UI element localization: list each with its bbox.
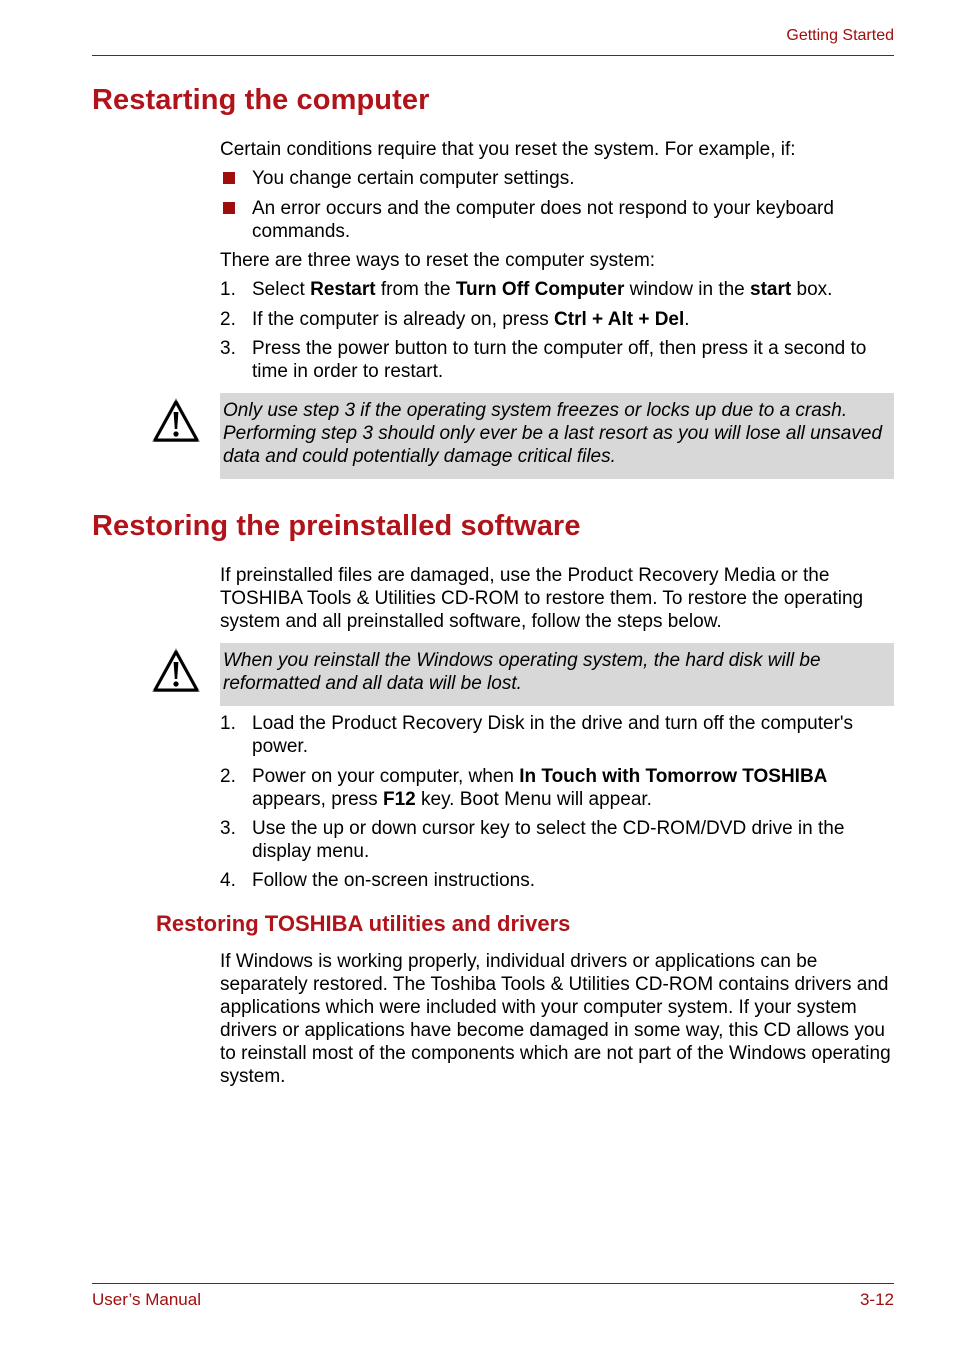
numbered-step <box>220 308 894 331</box>
footer-manual-label: User’s Manual <box>92 1290 201 1309</box>
lead-paragraph: There are three ways to reset the computer system: <box>220 250 656 271</box>
bullet-text: An error occurs and the computer does not respond to your keyboard commands. <box>252 198 834 242</box>
warning-note: When you reinstall the Windows operating system, the hard disk will be reformatted and all data will be lost. <box>220 643 894 706</box>
numbered-step <box>220 765 894 811</box>
body-paragraph: If Windows is working properly, individual drivers or applications can be separately restored. The Toshiba Tools & Utilities CD-ROM contains drivers and applications which were included with your computer system. If your system drivers or applications have become damaged in some way, this CD allows you to reinstall most of the components which are not part of the Windows operating system. <box>220 951 891 1087</box>
step-text: Power on your computer, when In Touch with Tomorrow TOSHIBA appears, press F12 key. Boot Menu will appear. <box>252 766 828 810</box>
step-number: 1. <box>220 279 236 300</box>
step-number: 2. <box>220 309 236 330</box>
warning-triangle-icon <box>150 645 202 697</box>
step-text: Follow the on-screen instructions. <box>252 870 536 891</box>
step-number: 4. <box>220 870 236 891</box>
numbered-step <box>220 869 894 892</box>
list-item <box>220 167 894 190</box>
bullet-icon <box>223 172 235 184</box>
list-item <box>220 197 894 243</box>
step-text: If the computer is already on, press Ctrl + Alt + Del. <box>252 309 690 330</box>
step-number: 2. <box>220 766 236 787</box>
step-number: 1. <box>220 713 236 734</box>
numbered-step <box>220 817 894 863</box>
subsection-title-utilities: Restoring TOSHIBA utilities and drivers <box>156 911 571 936</box>
bullet-text: You change certain computer settings. <box>252 168 575 189</box>
section-title-restarting: Restarting the computer <box>92 84 430 116</box>
running-header: Getting Started <box>786 27 894 44</box>
step-number: 3. <box>220 338 236 359</box>
step-text: Use the up or down cursor key to select the CD-ROM/DVD drive in the display menu. <box>252 818 845 862</box>
warning-triangle-icon <box>150 395 202 447</box>
intro-paragraph: If preinstalled files are damaged, use the Product Recovery Media or the TOSHIBA Tools & Utilities CD-ROM to restore them. To restore the operating system and all preinstalled software, follow the steps below. <box>220 565 864 632</box>
footer-rule <box>92 1283 894 1284</box>
step-text: Press the power button to turn the computer off, then press it a second to time in order to restart. <box>252 338 867 382</box>
intro-paragraph: Certain conditions require that you reset the system. For example, if: <box>220 139 796 160</box>
numbered-step <box>220 278 894 301</box>
page-number: 3-12 <box>859 1290 894 1309</box>
section-title-restoring: Restoring the preinstalled software <box>92 510 581 542</box>
bullet-icon <box>223 202 235 214</box>
numbered-step <box>220 337 894 383</box>
warning-note: Only use step 3 if the operating system freezes or locks up due to a crash. Performing step 3 should only ever be a last resort as you will lose all unsaved data and could potentially damage critical files. <box>220 393 894 479</box>
step-text: Load the Product Recovery Disk in the drive and turn off the computer's power. <box>252 713 854 757</box>
step-number: 3. <box>220 818 236 839</box>
step-text: Select Restart from the Turn Off Computer window in the start box. <box>252 279 833 300</box>
numbered-step <box>220 712 894 758</box>
header-rule <box>92 55 894 56</box>
